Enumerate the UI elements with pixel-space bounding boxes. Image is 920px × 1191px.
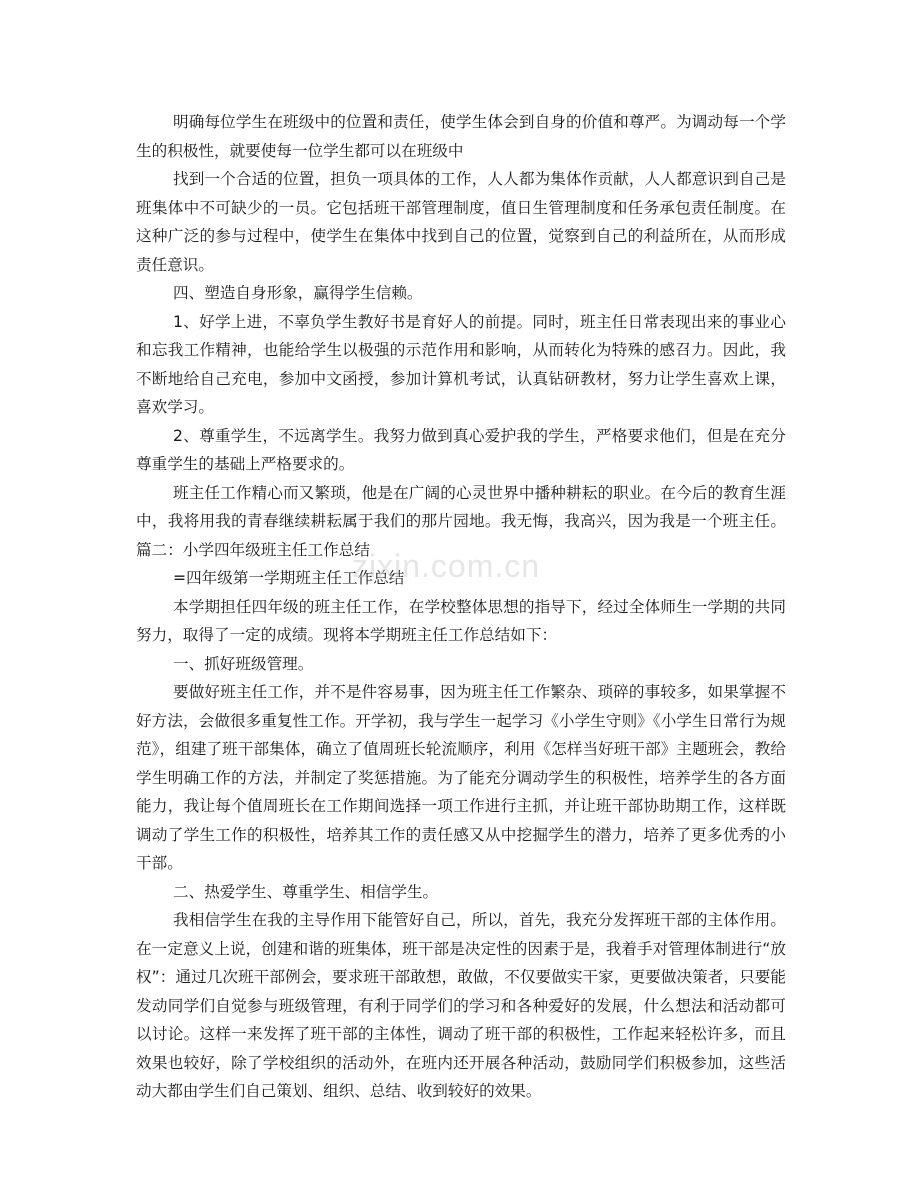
document-subtitle: =四年级第一学期班主任工作总结 — [173, 569, 405, 587]
paragraph-management: 要做好班主任工作，并不是件容易事，因为班主任工作繁杂、琐碎的事较多，如果掌握不好方法，会做很多重复性工作。开学初，我与学生一起学习《小学生守则》《小学生日常行为规范》，组建了班干部集体，确立了值周班长轮流顺序，利用《怎样当好班干部》主题班会，教给学生明确工作的方法，并制定了奖惩措施。为了能充分调动学生的积极性，培养学生的各方面能力，我让每个值周班长在工作期间选择一项工作进行主抓，并让班干部协助期工作，这样既调动了学生工作的积极性，培养其工作的责任感又从中挖掘学生的潜力，培养了更多优秀的小干部。 — [136, 683, 786, 872]
paragraph-item-1: 1、好学上进，不辜负学生教好书是育好人的前提。同时，班主任日常表现出来的事业心和忘我工作精神，也能给学生以极强的示范作用和影响，从而转化为特殊的感召力。因此，我不断地给自己充电，参加中文函授，参加计算机考试，认真钻研教材，努力让学生喜欢上课，喜欢学习。 — [136, 312, 786, 416]
paragraph-closing: 班主任工作精心而又繁琐，他是在广阔的心灵世界中播种耕耘的职业。在今后的教育生涯中，我将用我的青春继续耕耘属于我们的那片园地。我无悔，我高兴，因为我是一个班主任。篇二：小学四年级班主任工作总结 — [136, 483, 786, 559]
paragraph-intro: 本学期担任四年级的班主任工作，在学校整体思想的指导下，经过全体师生一学期的共同努力，取得了一定的成绩。现将本学期班主任工作总结如下： — [136, 597, 786, 644]
section-heading-1: 一、抓好班级管理。 — [173, 654, 314, 673]
section-heading-2: 二、热爱学生、尊重学生、相信学生。 — [173, 882, 439, 901]
paragraph-2: 找到一个合适的位置，担负一项具体的工作，人人都为集体作贡献，人人都意识到自己是班集体中不可缺少的一员。它包括班干部管理制度，值日生管理制度和任务承包责任制度。在这种广泛的参与过程中，使学生在集体中找到自己的位置，觉察到自己的利益所在，从而形成责任意识。 — [136, 170, 786, 274]
paragraph-item-2: 2、尊重学生，不远离学生。我努力做到真心爱护我的学生，严格要求他们，但是在充分尊重学生的基础上严格要求的。 — [136, 426, 786, 473]
document-body — [136, 108, 786, 1106]
watermark: zixin.com.cn — [352, 548, 541, 584]
paragraph-trust: 我相信学生在我的主导作用下能管好自己，所以，首先，我充分发挥班干部的主体作用。在一定意义上说，创建和谐的班集体，班干部是决定性的因素于是，我着手对管理体制进行“放权”：通过几次班干部例会，要求班干部敢想，敢做，不仅要做实干家，更要做决策者，只要能发动同学们自觉参与班级管理，有利于同学们的学习和各种爱好的发展，什么想法和活动都可以讨论。这样一来发挥了班干部的主体性，调动了班干部的积极性，工作起来轻松许多，而且效果也较好，除了学校组织的活动外，在班内还开展各种活动，鼓励同学们积极参加，这些活动大都由学生们自己策划、组织、总结、收到较好的效果。 — [136, 911, 786, 1100]
paragraph-1: 明确每位学生在班级中的位置和责任，使学生体会到自身的价值和尊严。为调动每一个学生的积极性，就要使每一位学生都可以在班级中 — [136, 113, 786, 160]
section-heading-4: 四、塑造自身形象，赢得学生信赖。 — [173, 284, 423, 302]
